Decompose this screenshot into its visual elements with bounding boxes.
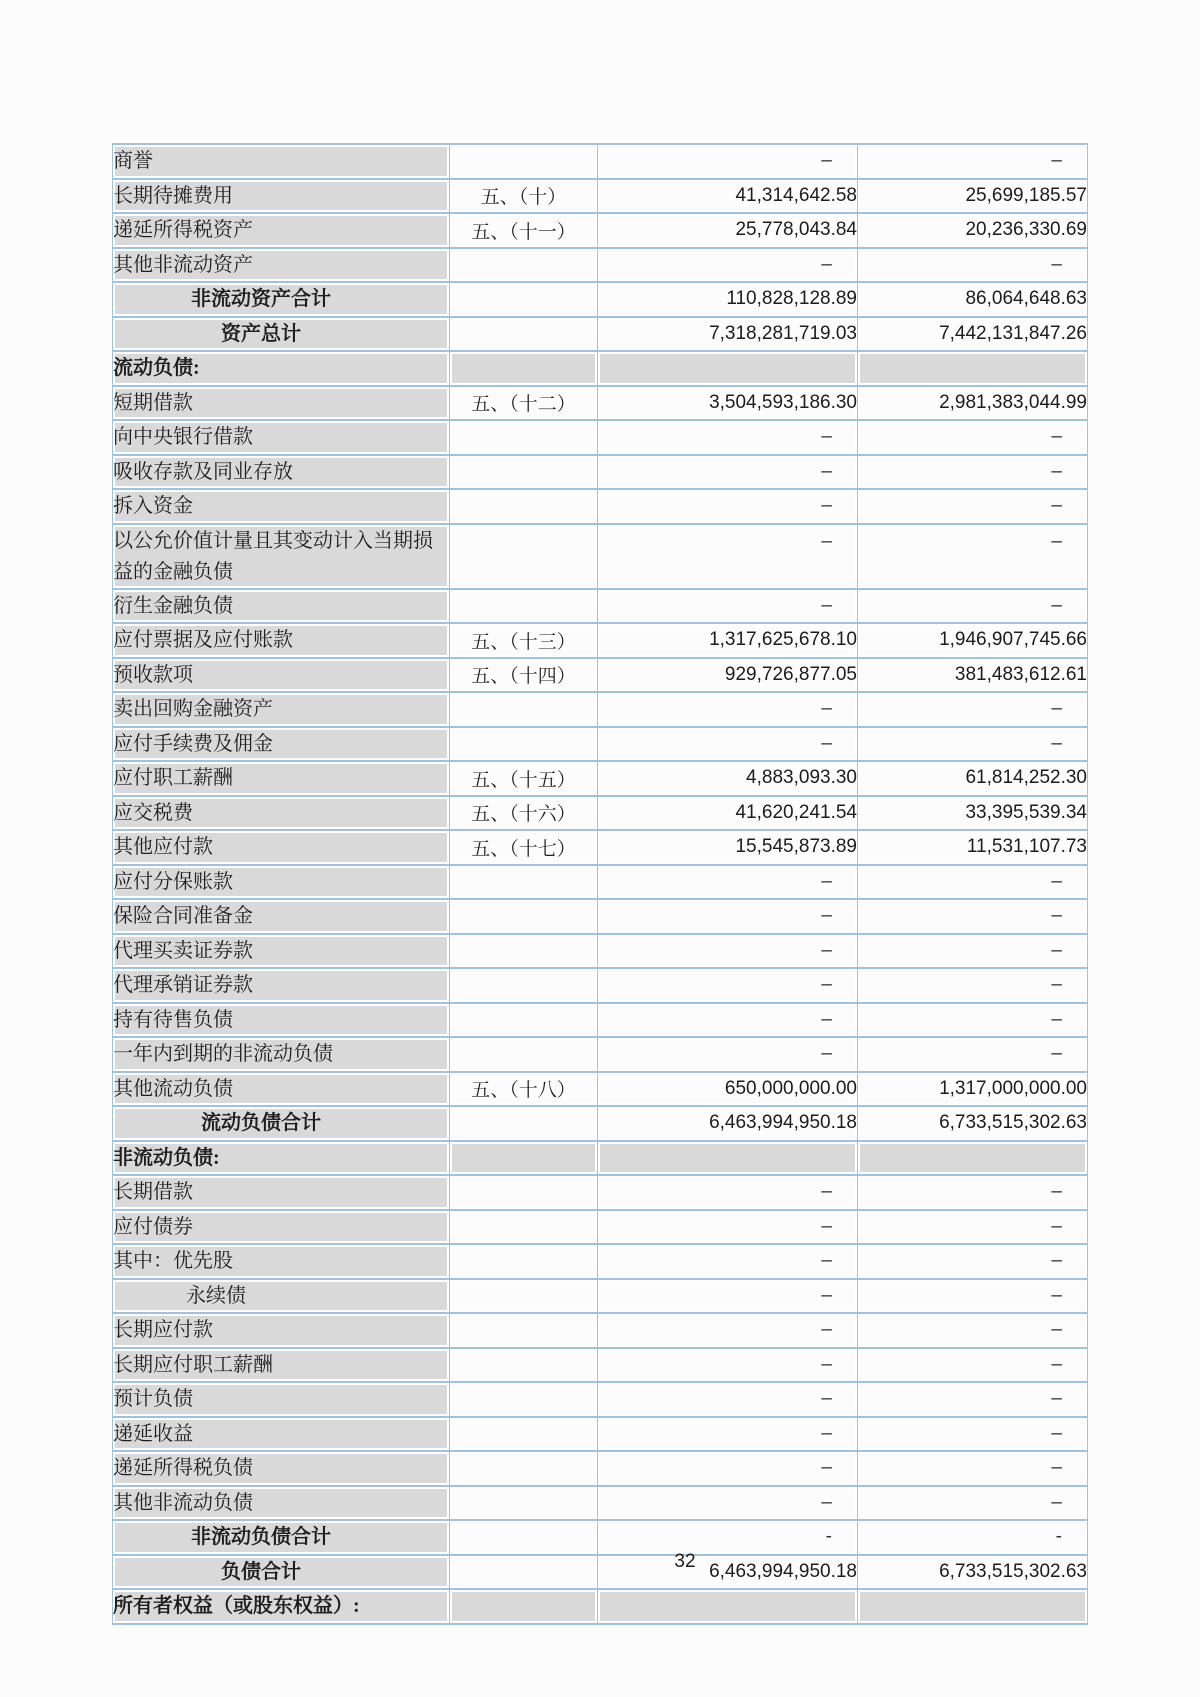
prior-amount-cell: 25,699,185.57 [858, 179, 1088, 214]
note-cell [450, 351, 598, 386]
prior-amount-cell: – [858, 1451, 1088, 1486]
current-amount-cell: – [598, 727, 858, 762]
page-number: 32 [674, 1551, 696, 1572]
item-cell: 代理承销证券款 [113, 968, 450, 1003]
item-cell: 流动负债: [113, 351, 450, 386]
item-cell: 其他流动负债 [113, 1072, 450, 1107]
table-row [113, 623, 1088, 658]
table-row [113, 1175, 1088, 1210]
current-amount-cell: 1,317,625,678.10 [598, 623, 858, 658]
table-row [113, 524, 1088, 589]
item-cell: 应付职工薪酬 [113, 761, 450, 796]
item-cell: 商誉 [113, 144, 450, 179]
table-row [113, 351, 1088, 386]
prior-amount-cell: – [858, 1348, 1088, 1383]
prior-amount-cell: – [858, 1175, 1088, 1210]
note-cell [450, 1348, 598, 1383]
prior-amount-cell: 1,946,907,745.66 [858, 623, 1088, 658]
prior-amount-cell: – [858, 934, 1088, 969]
item-cell: 长期借款 [113, 1175, 450, 1210]
table-row [113, 248, 1088, 283]
note-cell [450, 1520, 598, 1555]
table-row [113, 1555, 1088, 1590]
current-amount-cell: – [598, 1037, 858, 1072]
prior-amount-cell: – [858, 589, 1088, 624]
prior-amount-cell: 381,483,612.61 [858, 658, 1088, 693]
current-amount-cell: – [598, 144, 858, 179]
note-cell [450, 248, 598, 283]
current-amount-cell: 15,545,873.89 [598, 830, 858, 865]
current-amount-cell: 6,463,994,950.18 [598, 1555, 858, 1590]
current-amount-cell: – [598, 1417, 858, 1452]
current-amount-cell: 650,000,000.00 [598, 1072, 858, 1107]
item-cell: 非流动负债合计 [113, 1520, 450, 1555]
table-row [113, 386, 1088, 421]
item-cell: 其中：优先股 [113, 1244, 450, 1279]
item-cell: 流动负债合计 [113, 1106, 450, 1141]
note-cell [450, 1417, 598, 1452]
prior-amount-cell: – [858, 1417, 1088, 1452]
current-amount-cell: – [598, 589, 858, 624]
item-cell: 应付债券 [113, 1210, 450, 1245]
table-row [113, 1210, 1088, 1245]
item-cell: 其他非流动资产 [113, 248, 450, 283]
prior-amount-cell: – [858, 248, 1088, 283]
prior-amount-cell: – [858, 1382, 1088, 1417]
current-amount-cell: – [598, 865, 858, 900]
prior-amount-cell: – [858, 420, 1088, 455]
item-cell: 拆入资金 [113, 489, 450, 524]
note-cell: 五、（十六） [450, 796, 598, 831]
note-cell [450, 1451, 598, 1486]
table-row [113, 282, 1088, 317]
prior-amount-cell: - [858, 1520, 1088, 1555]
table-row [113, 1037, 1088, 1072]
item-cell: 所有者权益（或股东权益）: [113, 1589, 450, 1624]
prior-amount-cell: – [858, 1486, 1088, 1521]
prior-amount-cell: 6,733,515,302.63 [858, 1106, 1088, 1141]
item-cell: 向中央银行借款 [113, 420, 450, 455]
item-cell: 递延所得税负债 [113, 1451, 450, 1486]
current-amount-cell: – [598, 1175, 858, 1210]
table-row [113, 761, 1088, 796]
table-row [113, 1520, 1088, 1555]
table-row [113, 455, 1088, 490]
item-cell: 其他非流动负债 [113, 1486, 450, 1521]
current-amount-cell: – [598, 1348, 858, 1383]
item-cell: 应付票据及应付账款 [113, 623, 450, 658]
note-cell: 五、（十七） [450, 830, 598, 865]
prior-amount-cell: – [858, 489, 1088, 524]
table-row [113, 1451, 1088, 1486]
prior-amount-cell: – [858, 1037, 1088, 1072]
table-row [113, 1382, 1088, 1417]
note-cell [450, 727, 598, 762]
table-row [113, 1003, 1088, 1038]
note-cell [450, 1037, 598, 1072]
prior-amount-cell: – [858, 1313, 1088, 1348]
current-amount-cell [598, 351, 858, 386]
table-row [113, 865, 1088, 900]
prior-amount-cell: – [858, 727, 1088, 762]
current-amount-cell: – [598, 1382, 858, 1417]
note-cell [450, 899, 598, 934]
item-cell: 应付分保账款 [113, 865, 450, 900]
table-row [113, 144, 1088, 179]
table-row [113, 1589, 1088, 1624]
note-cell: 五、（十二） [450, 386, 598, 421]
table-row [113, 179, 1088, 214]
note-cell [450, 455, 598, 490]
item-cell: 非流动资产合计 [113, 282, 450, 317]
prior-amount-cell: – [858, 1279, 1088, 1314]
item-cell: 长期待摊费用 [113, 179, 450, 214]
table-row [113, 1141, 1088, 1176]
note-cell: 五、（十五） [450, 761, 598, 796]
table-row [113, 658, 1088, 693]
item-cell: 卖出回购金融资产 [113, 692, 450, 727]
table-row [113, 1417, 1088, 1452]
balance-sheet-rows [113, 144, 1088, 1624]
note-cell [450, 1382, 598, 1417]
table-row [113, 1348, 1088, 1383]
prior-amount-cell: 1,317,000,000.00 [858, 1072, 1088, 1107]
note-cell [450, 317, 598, 352]
prior-amount-cell: 86,064,648.63 [858, 282, 1088, 317]
current-amount-cell: – [598, 1313, 858, 1348]
table-row [113, 1106, 1088, 1141]
note-cell [450, 1589, 598, 1624]
note-cell [450, 692, 598, 727]
item-cell: 衍生金融负债 [113, 589, 450, 624]
current-amount-cell: – [598, 1451, 858, 1486]
item-cell: 应交税费 [113, 796, 450, 831]
current-amount-cell: – [598, 489, 858, 524]
current-amount-cell: – [598, 899, 858, 934]
note-cell: 五、（十） [450, 179, 598, 214]
item-cell: 非流动负债: [113, 1141, 450, 1176]
current-amount-cell: – [598, 1279, 858, 1314]
note-cell [450, 1244, 598, 1279]
prior-amount-cell: – [858, 968, 1088, 1003]
table-row [113, 934, 1088, 969]
current-amount-cell [598, 1141, 858, 1176]
table-row [113, 213, 1088, 248]
prior-amount-cell: – [858, 1244, 1088, 1279]
item-cell: 以公允价值计量且其变动计入当期损益的金融负债 [113, 524, 450, 589]
current-amount-cell: – [598, 455, 858, 490]
item-cell: 其他应付款 [113, 830, 450, 865]
current-amount-cell: – [598, 524, 858, 589]
current-amount-cell: – [598, 420, 858, 455]
current-amount-cell: 4,883,093.30 [598, 761, 858, 796]
note-cell [450, 968, 598, 1003]
table-row [113, 1072, 1088, 1107]
prior-amount-cell: 6,733,515,302.63 [858, 1555, 1088, 1590]
current-amount-cell: - [598, 1520, 858, 1555]
current-amount-cell: 110,828,128.89 [598, 282, 858, 317]
item-cell: 递延所得税资产 [113, 213, 450, 248]
current-amount-cell: 41,314,642.58 [598, 179, 858, 214]
note-cell [450, 144, 598, 179]
current-amount-cell: – [598, 1210, 858, 1245]
current-amount-cell: 7,318,281,719.03 [598, 317, 858, 352]
note-cell [450, 589, 598, 624]
current-amount-cell: – [598, 692, 858, 727]
table-row [113, 420, 1088, 455]
current-amount-cell: 3,504,593,186.30 [598, 386, 858, 421]
item-cell: 长期应付职工薪酬 [113, 1348, 450, 1383]
note-cell [450, 524, 598, 589]
prior-amount-cell [858, 351, 1088, 386]
prior-amount-cell [858, 1589, 1088, 1624]
prior-amount-cell: – [858, 144, 1088, 179]
note-cell [450, 282, 598, 317]
table-row [113, 899, 1088, 934]
item-cell: 预计负债 [113, 1382, 450, 1417]
current-amount-cell: – [598, 934, 858, 969]
current-amount-cell [598, 1589, 858, 1624]
table-row [113, 1244, 1088, 1279]
note-cell [450, 1279, 598, 1314]
item-cell: 代理买卖证券款 [113, 934, 450, 969]
current-amount-cell: – [598, 1003, 858, 1038]
prior-amount-cell: 20,236,330.69 [858, 213, 1088, 248]
item-cell: 长期应付款 [113, 1313, 450, 1348]
prior-amount-cell: 2,981,383,044.99 [858, 386, 1088, 421]
note-cell: 五、（十四） [450, 658, 598, 693]
note-cell [450, 1486, 598, 1521]
note-cell [450, 489, 598, 524]
note-cell [450, 1555, 598, 1590]
item-cell: 负债合计 [113, 1555, 450, 1590]
balance-sheet-table [112, 143, 1088, 1625]
prior-amount-cell: 11,531,107.73 [858, 830, 1088, 865]
note-cell [450, 420, 598, 455]
current-amount-cell: – [598, 968, 858, 1003]
note-cell: 五、（十八） [450, 1072, 598, 1107]
item-cell: 持有待售负债 [113, 1003, 450, 1038]
table-row [113, 317, 1088, 352]
prior-amount-cell: 61,814,252.30 [858, 761, 1088, 796]
note-cell [450, 934, 598, 969]
prior-amount-cell: – [858, 524, 1088, 589]
table-row [113, 692, 1088, 727]
prior-amount-cell: – [858, 865, 1088, 900]
item-cell: 预收款项 [113, 658, 450, 693]
note-cell [450, 1141, 598, 1176]
item-cell: 吸收存款及同业存放 [113, 455, 450, 490]
note-cell: 五、（十三） [450, 623, 598, 658]
table-row [113, 968, 1088, 1003]
table-row [113, 1313, 1088, 1348]
current-amount-cell: – [598, 1486, 858, 1521]
note-cell [450, 865, 598, 900]
current-amount-cell: – [598, 1244, 858, 1279]
prior-amount-cell: 7,442,131,847.26 [858, 317, 1088, 352]
item-cell: 一年内到期的非流动负债 [113, 1037, 450, 1072]
table-row [113, 589, 1088, 624]
note-cell [450, 1313, 598, 1348]
prior-amount-cell: – [858, 455, 1088, 490]
current-amount-cell: 25,778,043.84 [598, 213, 858, 248]
table-row [113, 1486, 1088, 1521]
note-cell [450, 1210, 598, 1245]
prior-amount-cell: – [858, 1210, 1088, 1245]
item-cell: 递延收益 [113, 1417, 450, 1452]
current-amount-cell: 929,726,877.05 [598, 658, 858, 693]
table-row [113, 1279, 1088, 1314]
prior-amount-cell: 33,395,539.34 [858, 796, 1088, 831]
table-row [113, 727, 1088, 762]
current-amount-cell: 41,620,241.54 [598, 796, 858, 831]
prior-amount-cell [858, 1141, 1088, 1176]
prior-amount-cell: – [858, 899, 1088, 934]
table-row [113, 830, 1088, 865]
item-cell: 短期借款 [113, 386, 450, 421]
prior-amount-cell: – [858, 692, 1088, 727]
current-amount-cell: – [598, 248, 858, 283]
table-row [113, 489, 1088, 524]
current-amount-cell: 6,463,994,950.18 [598, 1106, 858, 1141]
note-cell: 五、（十一） [450, 213, 598, 248]
table-row [113, 796, 1088, 831]
item-cell: 应付手续费及佣金 [113, 727, 450, 762]
item-cell: 保险合同准备金 [113, 899, 450, 934]
item-cell: 永续债 [113, 1279, 450, 1314]
note-cell [450, 1106, 598, 1141]
item-cell: 资产总计 [113, 317, 450, 352]
prior-amount-cell: – [858, 1003, 1088, 1038]
note-cell [450, 1003, 598, 1038]
note-cell [450, 1175, 598, 1210]
